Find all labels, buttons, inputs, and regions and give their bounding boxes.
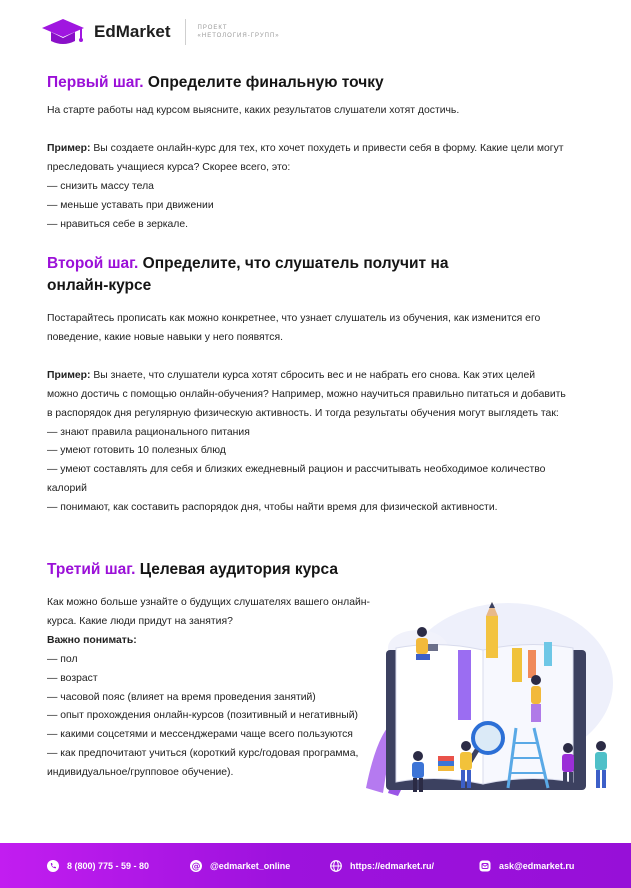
step-3-title: Целевая аудитория курса <box>135 561 338 578</box>
step-2-intro: Постарайтесь прописать как можно конкретнее, что узнает слушатель из обучения, как изменится его поведение, какие новые навыки у него появятся. <box>47 313 541 343</box>
footer <box>0 843 631 888</box>
example-label: Пример: <box>47 369 91 381</box>
step-1-section <box>47 72 587 234</box>
footer-phone[interactable] <box>47 859 149 873</box>
list-item: — понимают, как составить распорядок дня, чтобы найти время для физической активности. <box>47 502 498 514</box>
list-item: — опыт прохождения онлайн-курсов (позитивный и негативный) <box>47 710 359 722</box>
header-divider <box>185 19 186 45</box>
step-1-intro: На старте работы над курсом выясните, каких результатов слушатели хотят достичь. <box>47 105 460 116</box>
list-item: — часовой пояс (влияет на время проведения занятий) <box>47 691 316 703</box>
project-label <box>198 24 280 40</box>
step-3-intro: Как можно больше узнайте о будущих слушателях вашего онлайн-курса. Какие люди придут на занятия? <box>47 597 370 627</box>
step-3-heading <box>47 559 377 581</box>
header <box>40 16 280 48</box>
step-2-example <box>47 367 567 424</box>
important-label: Важно понимать: <box>47 634 137 646</box>
list-item: — меньше уставать при движении <box>47 199 214 211</box>
step-2-title: Определите, что слушатель получит на онлайн-курсе <box>47 255 449 294</box>
book-illustration <box>358 588 620 820</box>
step-3-section <box>47 559 377 783</box>
phone-icon <box>47 860 59 872</box>
step-2-section <box>47 253 567 518</box>
list-item: — знают правила рационального питания <box>47 426 250 438</box>
step-3-accent: Третий шаг. <box>47 561 136 578</box>
email-text: ask@edmarket.ru <box>499 861 575 871</box>
footer-email[interactable] <box>479 859 574 873</box>
list-item: — возраст <box>47 672 98 684</box>
list-item: — снизить массу тела <box>47 180 154 192</box>
footer-site[interactable] <box>330 859 434 873</box>
example-text: Вы создаете онлайн-курс для тех, кто хочет похудеть и привести себя в форму. Какие цели могут преследовать учащиеся курса? Скорее всего, это: <box>47 142 564 173</box>
list-item: — нравиться себе в зеркале. <box>47 218 189 230</box>
site-text: https://edmarket.ru/ <box>350 861 435 871</box>
step-1-accent: Первый шаг. <box>47 74 144 91</box>
phone-text: 8 (800) 775 - 59 - 80 <box>67 861 150 871</box>
list-item: — как предпочитают учиться (короткий курс/годовая программа, индивидуальное/групповое обучение). <box>47 748 359 779</box>
footer-social[interactable] <box>190 859 290 873</box>
example-label: Пример: <box>47 142 91 154</box>
step-2-heading <box>47 253 507 297</box>
step-1-title: Определите финальную точку <box>143 74 384 91</box>
mail-icon <box>479 860 491 872</box>
project-line-2: «НЕТОЛОГИЯ-ГРУПП» <box>197 33 280 39</box>
list-item: — умеют готовить 10 полезных блюд <box>47 445 226 457</box>
brand-name: EdMarket <box>94 22 171 41</box>
project-line-1: ПРОЕКТ <box>197 25 228 31</box>
step-1-example <box>47 140 587 178</box>
example-text: Вы знаете, что слушатели курса хотят сбросить вес и не набрать его снова. Как этих целей можно достичь с помощью онлайн-обучения? Например, можно научиться правильно питаться и добавить в распорядок дня регулярную физическую активность. И тогда результаты обучения могут выглядеть так: <box>47 369 566 419</box>
globe-icon <box>330 860 342 872</box>
social-text: @edmarket_online <box>210 861 291 871</box>
list-item: — умеют составлять для себя и близких ежедневный рацион и рассчитывать необходимое количество калорий <box>47 464 546 495</box>
list-item: — пол <box>47 653 78 665</box>
svg-text:@: @ <box>191 862 201 872</box>
at-icon <box>190 860 202 872</box>
list-item: — какими соцсетями и мессенджерами чаще всего пользуются <box>47 729 353 741</box>
step-2-accent: Второй шаг. <box>47 255 139 272</box>
step-1-heading <box>47 72 587 94</box>
graduation-cap-icon <box>40 17 86 47</box>
